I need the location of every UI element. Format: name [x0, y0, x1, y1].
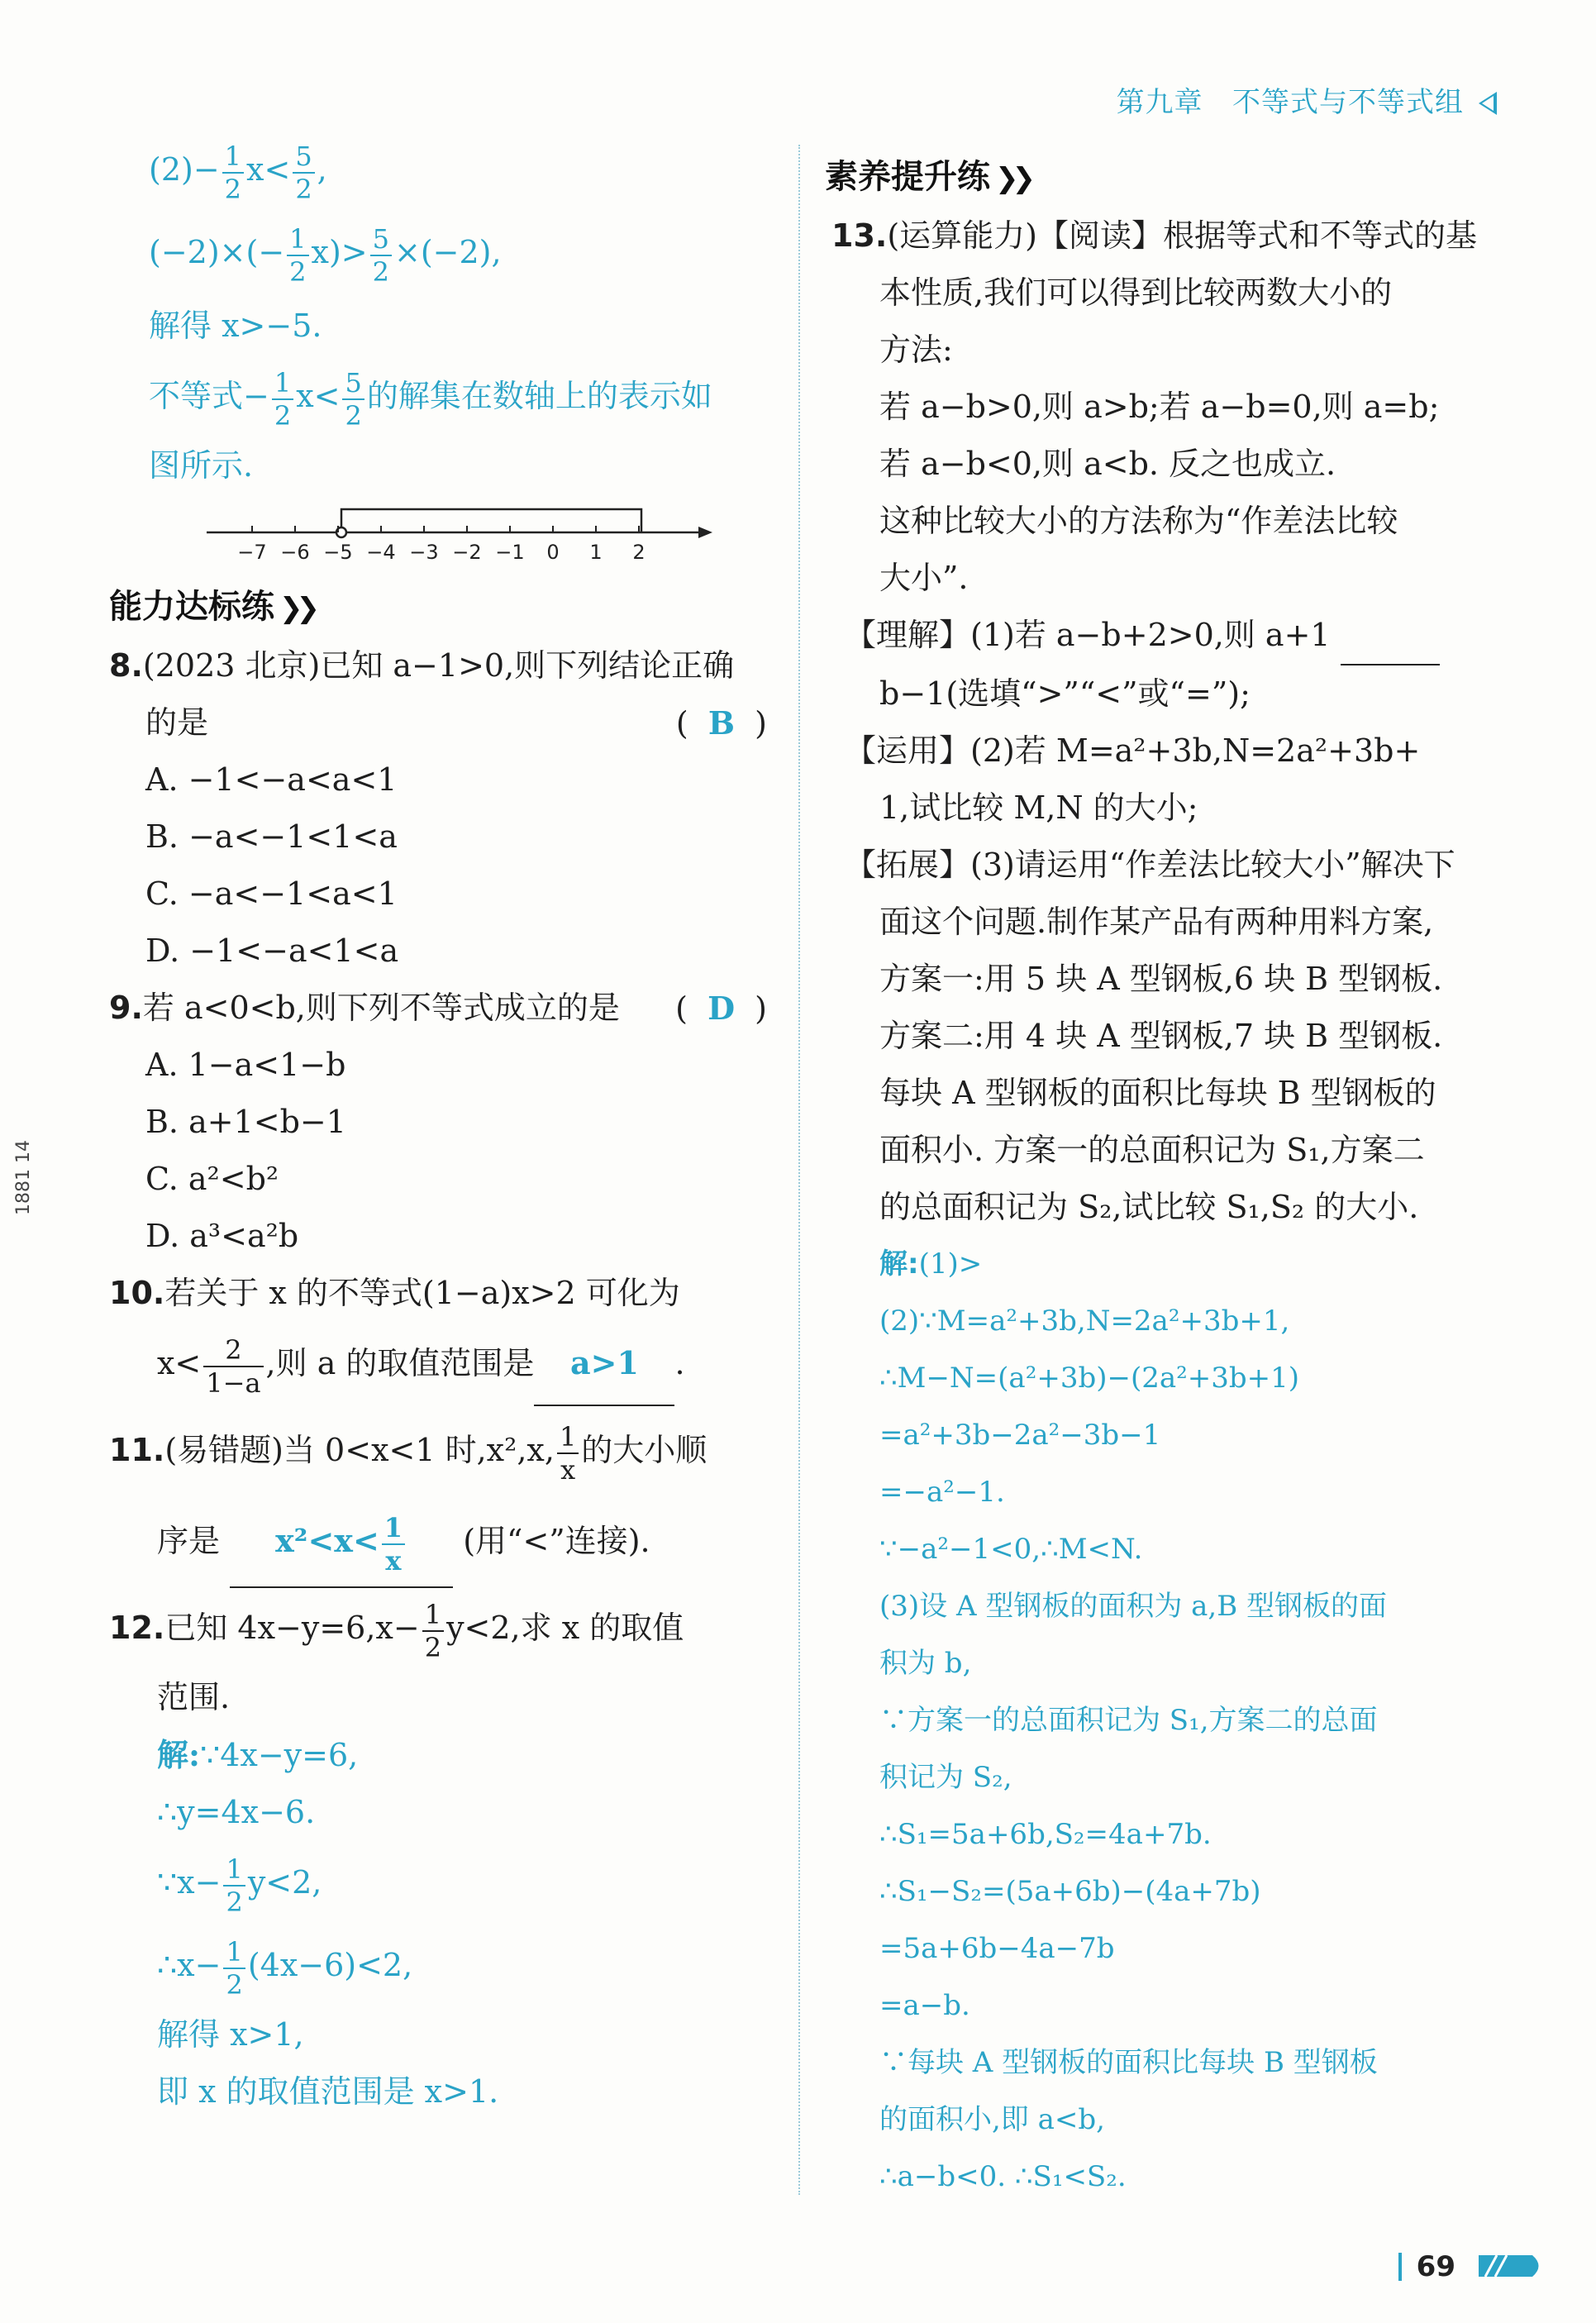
question-line: 8.(2023 北京)已知 a−1>0,则下列结论正确 [109, 647, 735, 684]
number-line [207, 499, 719, 574]
question-8 [109, 637, 770, 980]
section-title-literacy: 素养提升练 ❯❯ [825, 158, 1029, 196]
solution-line: ∴M−N=(a²+3b)−(2a²+3b+1) [879, 1362, 1300, 1395]
option: B. a+1<b−1 [145, 1104, 346, 1140]
solution-line: 解:(1)> [879, 1247, 983, 1281]
section-title-ability: 能力达标练 ❯❯ [109, 588, 313, 626]
chapter-title: 不等式与不等式组 [1232, 86, 1464, 119]
answer-choice: B [707, 704, 736, 742]
question-line: 【理解】(1)若 a−b+2>0,则 a+1 [831, 607, 1493, 665]
solution-line: 即 x 的取值范围是 x>1. [157, 2073, 499, 2110]
question-line: 9.若 a<0<b,则下列不等式成立的是 ( D ) [109, 990, 767, 1027]
question-line: 面积小. 方案一的总面积记为 S₁,方案二 [879, 1132, 1425, 1168]
solution-line: 积为 b, [879, 1647, 972, 1680]
question-line: 面这个问题.制作某产品有两种用料方案, [879, 904, 1434, 940]
solution-line: ∴a−b<0. ∴S₁<S₂. [879, 2160, 1127, 2193]
question-line: 12.已知 4x−y=6,x− $\frac{1}{2}$ y<2,求 x 的取值 [109, 1598, 684, 1663]
question-line: 若 a−b>0,则 a>b;若 a−b=0,则 a=b; [879, 389, 1440, 425]
solution-line: 解:∵4x−y=6, [157, 1736, 359, 1773]
option: A. 1−a<1−b [145, 1047, 346, 1083]
question-11 [109, 1405, 770, 1586]
answer-line: 解得 x>−5. [149, 308, 322, 344]
option: B. −a<−1<1<a [145, 818, 398, 855]
page-stripe-icon [1479, 2255, 1545, 2277]
question-line: 大小”. [879, 560, 969, 596]
option: C. a²<b² [145, 1161, 279, 1197]
solution-line: 积记为 S₂, [879, 1761, 1012, 1794]
number-line-label: −3 [409, 541, 439, 564]
solution-line: ∵方案一的总面积记为 S₁,方案二的总面 [879, 1704, 1378, 1737]
number-line-label: 2 [632, 541, 646, 564]
question-line: 若 a−b<0,则 a<b. 反之也成立. [879, 446, 1336, 482]
question-line: 方案一:用 5 块 A 型钢板,6 块 B 型钢板. [879, 961, 1443, 997]
answer-blank [1341, 607, 1440, 665]
question-line: 的是 ( B ) [145, 704, 767, 742]
number-line-label: 0 [546, 541, 560, 564]
question-line: 本性质,我们可以得到比较两数大小的 [879, 274, 1393, 311]
question-line: 范围. [157, 1679, 231, 1715]
solution-line: (2)∵M=a²+3b,N=2a²+3b+1, [879, 1305, 1290, 1338]
question-line: 1,试比较 M,N 的大小; [879, 789, 1198, 826]
solution-line: =a²+3b−2a²−3b−1 [879, 1419, 1161, 1452]
question-line: 10.若关于 x 的不等式(1−a)x>2 可化为 [109, 1275, 680, 1311]
solution-line: =a−b. [879, 1989, 970, 2022]
page-number: 69 [1398, 2250, 1455, 2283]
solution-line: 的面积小,即 a<b, [879, 2103, 1105, 2136]
question-9 [109, 980, 770, 1265]
answer-line: (−2)×(− $\frac{1}{2}$ x)> $\frac{5}{2}$ ×(−2), [149, 222, 502, 288]
number-line-label: −6 [280, 541, 310, 564]
question-line: 这种比较大小的方法称为“作差法比较 [879, 503, 1398, 539]
column-divider [798, 145, 800, 2195]
answer-blank: x²<x< $\frac{1}{x}$ [230, 1495, 453, 1588]
number-line-label: −7 [237, 541, 267, 564]
question-line: 【拓展】(3)请运用“作差法比较大小”解决下 [845, 847, 1455, 883]
solution-line: ∴x− $\frac{1}{2}$ (4x−6)<2, [157, 1935, 413, 2001]
solution-line: ∴S₁=5a+6b,S₂=4a+7b. [879, 1818, 1212, 1851]
question-line: 序是 x²<x< $\frac{1}{x}$ (用“<”连接). [109, 1495, 770, 1586]
solution-line: =−a²−1. [879, 1476, 1005, 1509]
question-line: 方案二:用 4 块 A 型钢板,7 块 B 型钢板. [879, 1018, 1443, 1054]
chapter-header [1117, 79, 1497, 120]
solution-line: ∵每块 A 型钢板的面积比每块 B 型钢板 [879, 2046, 1378, 2079]
answer-choice: D [707, 990, 736, 1027]
number-line-label: 1 [589, 541, 603, 564]
solution-line: ∵x− $\frac{1}{2}$ y<2, [157, 1853, 322, 1918]
option: C. −a<−1<a<1 [145, 875, 398, 912]
answer-line: (2)− $\frac{1}{2}$ x< $\frac{5}{2}$ , [149, 140, 327, 205]
question-line: 每块 A 型钢板的面积比每块 B 型钢板的 [879, 1075, 1436, 1111]
solution-line: 解得 x>1, [157, 2016, 304, 2053]
q13-solution [831, 1236, 1493, 2206]
question-12 [109, 1586, 770, 2120]
q12-solution [109, 1726, 770, 2120]
solution-line: =5a+6b−4a−7b [879, 1932, 1115, 1965]
answer-line: 图所示. [149, 447, 254, 484]
chapter-label: 第九章 [1116, 86, 1203, 119]
solution-line: (3)设 A 型钢板的面积为 a,B 型钢板的面 [879, 1590, 1388, 1623]
triangle-marker-icon [1479, 92, 1497, 115]
question-line: 11.(易错题)当 0<x<1 时,x²,x, $\frac{1}{x}$ 的大小顺 [109, 1420, 707, 1486]
solution-line: ∴S₁−S₂=(5a+6b)−(4a+7b) [879, 1875, 1261, 1908]
number-line-label: −4 [366, 541, 396, 564]
question-13 [831, 207, 1493, 2206]
number-line-label: −1 [495, 541, 525, 564]
option: A. −1<−a<a<1 [145, 761, 398, 798]
answer-blank: a>1 [534, 1322, 674, 1406]
question-line: 【运用】(2)若 M=a²+3b,N=2a²+3b+ [845, 732, 1421, 769]
spine-text: 1881 14 [13, 1140, 34, 1215]
solution-line: ∵−a²−1<0,∴M<N. [879, 1533, 1143, 1566]
option: D. a³<a²b [145, 1218, 299, 1254]
question-line: 方法: [879, 332, 953, 368]
question-line: b−1(选填“>”“<”或“=”); [879, 675, 1251, 712]
answer-line: 不等式− $\frac{1}{2}$ x< $\frac{5}{2}$ 的解集在数轴上的表示如 [149, 366, 712, 432]
right-column [825, 149, 1493, 2206]
question-line: 的总面积记为 S₂,试比较 S₁,S₂ 的大小. [879, 1189, 1419, 1225]
solution-line: ∴y=4x−6. [157, 1794, 316, 1830]
number-line-label: −5 [323, 541, 353, 564]
question-line: x< $\frac{2}{1-a}$ ,则 a 的取值范围是 a>1 . [109, 1322, 770, 1405]
q7-answer [109, 132, 770, 494]
number-line-label: −2 [452, 541, 482, 564]
question-10 [109, 1265, 770, 1405]
question-line: 13.(运算能力)【阅读】根据等式和不等式的基 [831, 217, 1477, 254]
left-column [109, 132, 770, 2120]
option: D. −1<−a<1<a [145, 933, 399, 969]
